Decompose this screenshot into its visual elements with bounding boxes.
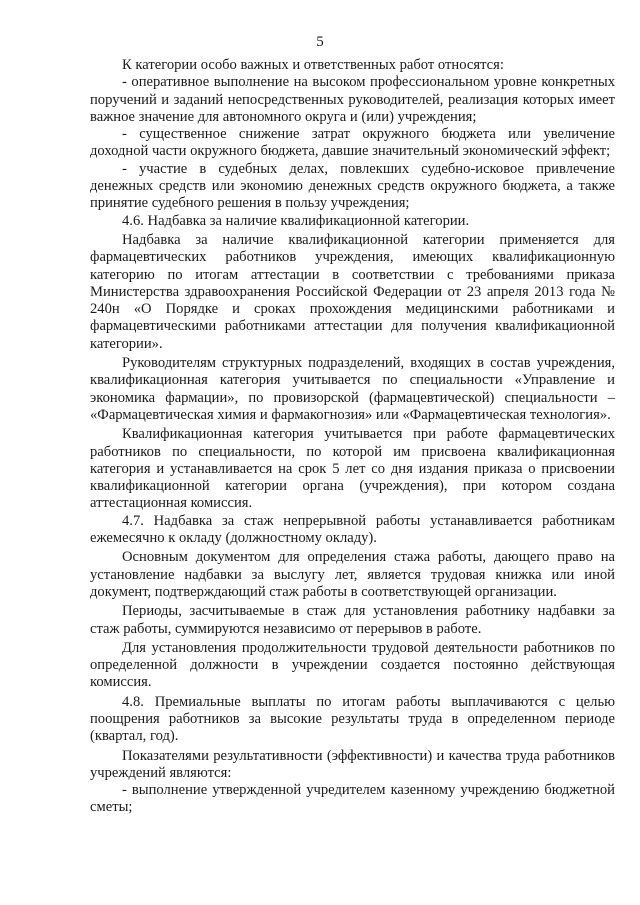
paragraph-list-item: - оперативное выполнение на высоком профессиональном уровне конкретных поручений и заданий непосредственных руководителей, реализация которых имеет важное значение для автономного округа и (или) учреждения; bbox=[90, 74, 615, 125]
paragraph: Квалификационная категория учитывается при работе фармацевтических работников по специальности, по которой им присвоена квалификационная категория и устанавливается на срок 5 лет со дня издания приказа о присвоении квалификационной категории органа (учреждения), при котором создана аттестационная комиссия. bbox=[90, 426, 615, 512]
paragraph: Периоды, засчитываемые в стаж для установления работнику надбавки за стаж работы, суммируются независимо от перерывов в работе. bbox=[90, 603, 615, 637]
paragraph: Для установления продолжительности трудовой деятельности работников по определенной должности в учреждении создается постоянно действующая комиссия. bbox=[90, 639, 615, 691]
paragraph: Показателями результативности (эффективности) и качества труда работников учреждений являются: bbox=[90, 747, 615, 781]
paragraph-category-intro: К категории особо важных и ответственных работ относятся: bbox=[122, 57, 504, 73]
paragraph-list-item: - существенное снижение затрат окружного бюджета или увеличение доходной части окружного бюджета, давшие значительный экономический эффект; bbox=[90, 126, 615, 160]
paragraph-list-item: - выполнение утвержденной учредителем казенному учреждению бюджетной сметы; bbox=[90, 782, 615, 816]
paragraph: Основным документом для определения стажа работы, дающего право на установление надбавки за выслугу лет, является трудовая книжка или иной документ, подтверждающий стаж работы в соответствующей организации. bbox=[90, 549, 615, 600]
section-heading-4-8: 4.8. Премиальные выплаты по итогам работы выплачиваются с целью поощрения работников за высокие результаты труда в определенном периоде (квартал, год). bbox=[90, 693, 615, 745]
paragraph-list-item: - участие в судебных делах, повлекших судебно-исковое привлечение денежных средств или экономию денежных средств окружного бюджета, а также принятие судебного решения в пользу учреждения; bbox=[90, 160, 615, 212]
section-heading-4-6: 4.6. Надбавка за наличие квалификационной категории. bbox=[122, 212, 470, 229]
document-body bbox=[90, 57, 615, 817]
page-number: 5 bbox=[316, 34, 324, 50]
paragraph: Надбавка за наличие квалификационной категории применяется для фармацевтических работников учреждения, имеющих квалификационную категорию по итогам аттестации в соответствии с требованиями приказа Министерства здравоохранения Российской Федерации от 23 апреля 2013 года № 240н «О Порядке и сроках прохождения медицинскими работниками и фармацевтическими работниками аттестации для получения квалификационной категории». bbox=[90, 231, 615, 352]
paragraph: Руководителям структурных подразделений, входящих в состав учреждения, квалификационная категория учитывается по специальности «Управление и экономика фармации», по провизорской (фармацевтической) специальности – «Фармацевтическая химия и фармакогнозия» или «Фармацевтическая технология». bbox=[90, 355, 615, 423]
section-heading-4-7: 4.7. Надбавка за стаж непрерывной работы устанавливается работникам ежемесячно к окладу (должностному окладу). bbox=[90, 512, 615, 547]
